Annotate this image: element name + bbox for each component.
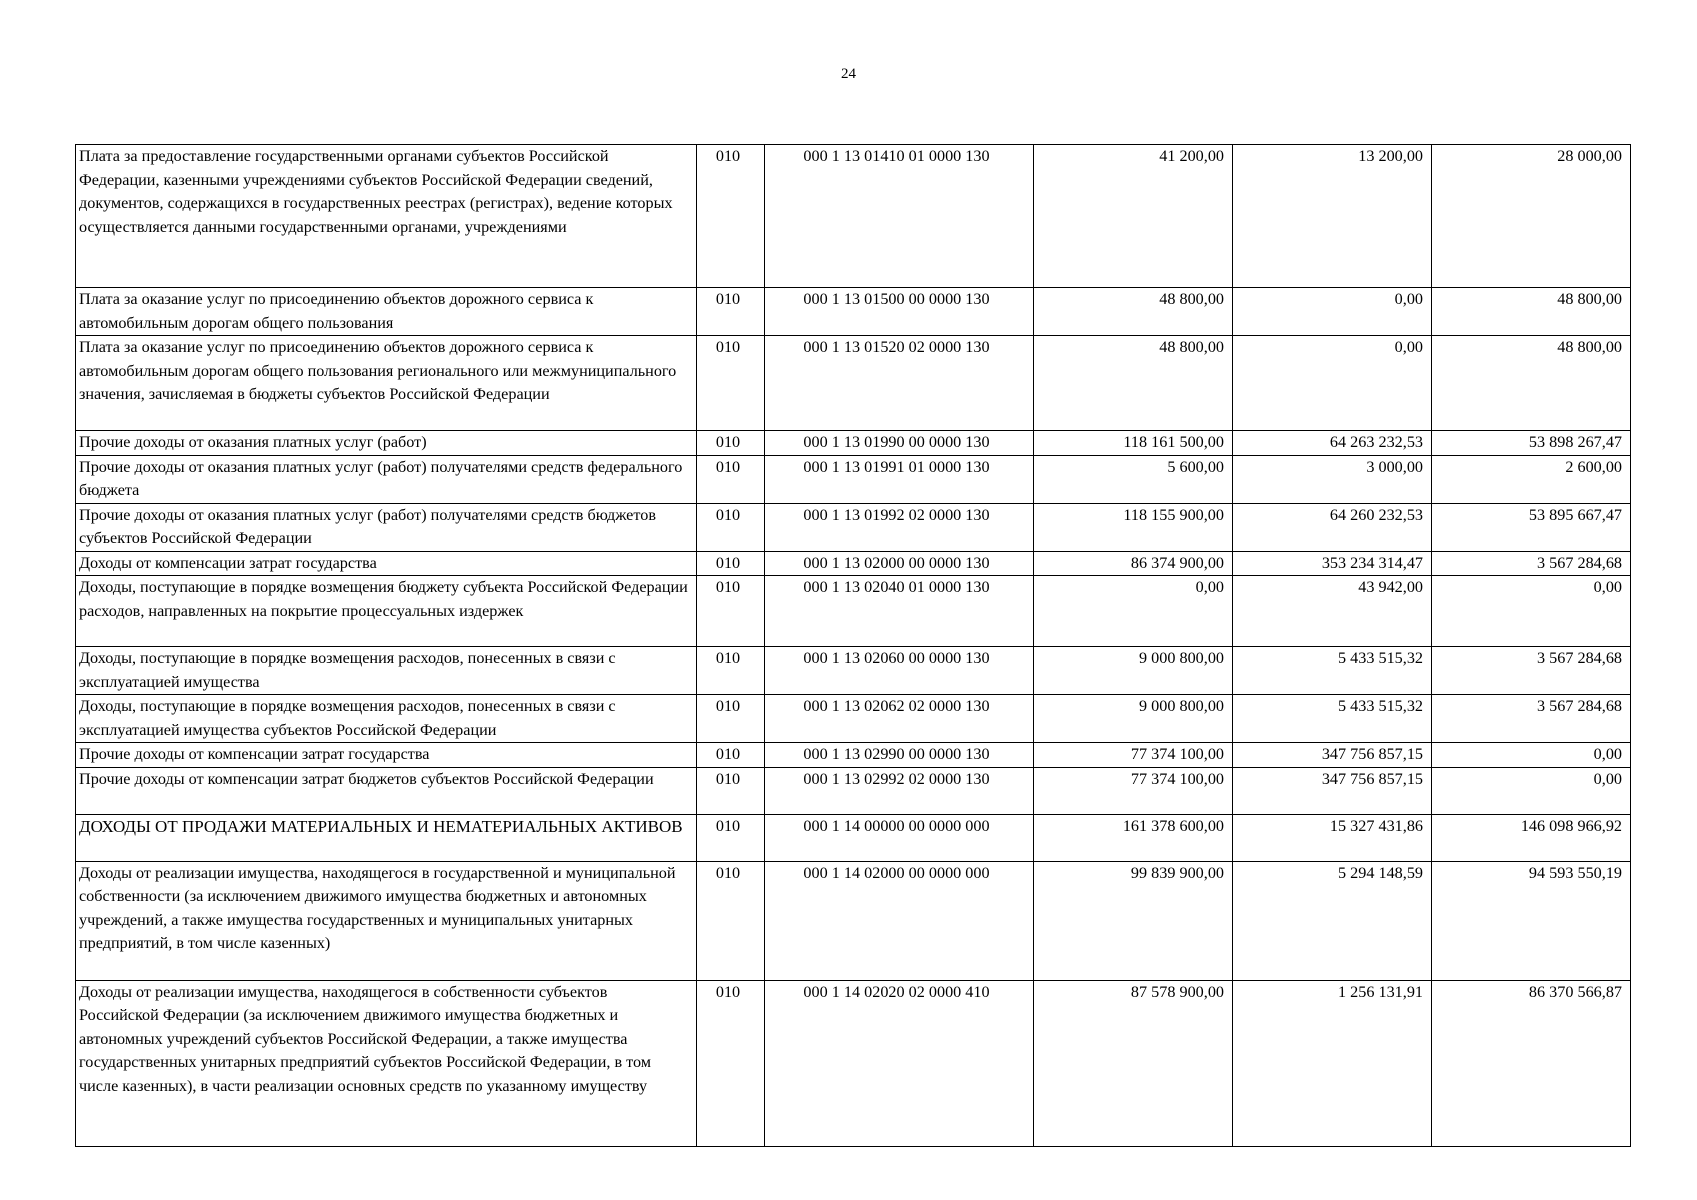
row-executed: 5 433 515,32: [1233, 695, 1432, 743]
table-row: [76, 551, 1631, 576]
row-approved: 77 374 100,00: [1034, 743, 1233, 768]
row-name: Прочие доходы от компенсации затрат бюджетов субъектов Российской Федерации: [76, 767, 697, 814]
row-unexecuted: 48 800,00: [1432, 336, 1631, 431]
row-executed: 0,00: [1233, 336, 1432, 431]
row-name: Прочие доходы от оказания платных услуг (работ): [76, 431, 697, 456]
row-unexecuted: 86 370 566,87: [1432, 980, 1631, 1146]
table-row: [76, 576, 1631, 647]
row-code: 010: [697, 455, 765, 503]
row-unexecuted: 0,00: [1432, 743, 1631, 768]
row-code: 010: [697, 695, 765, 743]
table-row: [76, 980, 1631, 1146]
row-kbk: 000 1 13 01520 02 0000 130: [765, 336, 1034, 431]
row-code: 010: [697, 647, 765, 695]
row-executed: 347 756 857,15: [1233, 767, 1432, 814]
row-approved: 118 155 900,00: [1034, 503, 1233, 551]
row-name: Прочие доходы от оказания платных услуг (работ) получателями средств бюджетов субъектов Российской Федерации: [76, 503, 697, 551]
row-code: 010: [697, 814, 765, 861]
row-unexecuted: 0,00: [1432, 767, 1631, 814]
table-row: [76, 455, 1631, 503]
row-approved: 48 800,00: [1034, 288, 1233, 336]
row-approved: 86 374 900,00: [1034, 551, 1233, 576]
row-kbk: 000 1 14 00000 00 0000 000: [765, 814, 1034, 861]
row-name: Доходы, поступающие в порядке возмещения бюджету субъекта Российской Федерации расходов, направленных на покрытие процессуальных издержек: [76, 576, 697, 647]
row-kbk: 000 1 13 01500 00 0000 130: [765, 288, 1034, 336]
row-approved: 48 800,00: [1034, 336, 1233, 431]
revenue-table: [75, 144, 1631, 1147]
page-number: 24: [841, 66, 856, 82]
row-kbk: 000 1 13 02040 01 0000 130: [765, 576, 1034, 647]
table-row: [76, 743, 1631, 768]
row-unexecuted: 146 098 966,92: [1432, 814, 1631, 861]
row-name: Прочие доходы от компенсации затрат государства: [76, 743, 697, 768]
row-name: Доходы от реализации имущества, находящегося в государственной и муниципальной собственности (за исключением движимого имущества бюджетных и автономных учреждений, а также имущества государственных и муниципальных унитарных предприятий, в том числе казенных): [76, 861, 697, 980]
table-row: [76, 861, 1631, 980]
row-code: 010: [697, 336, 765, 431]
row-name: Плата за предоставление государственными органами субъектов Российской Федерации, казенными учреждениями субъектов Российской Федерации сведений, документов, содержащихся в государственных реестрах (регистрах), ведение которых осуществляется данными государственными органами, учреждениями: [76, 145, 697, 288]
table-row: [76, 336, 1631, 431]
row-executed: 3 000,00: [1233, 455, 1432, 503]
row-code: 010: [697, 743, 765, 768]
row-executed: 0,00: [1233, 288, 1432, 336]
row-unexecuted: 2 600,00: [1432, 455, 1631, 503]
row-kbk: 000 1 13 02062 02 0000 130: [765, 695, 1034, 743]
row-approved: 87 578 900,00: [1034, 980, 1233, 1146]
row-executed: 5 294 148,59: [1233, 861, 1432, 980]
row-name: Доходы, поступающие в порядке возмещения расходов, понесенных в связи с эксплуатацией имущества субъектов Российской Федерации: [76, 695, 697, 743]
row-kbk: 000 1 14 02020 02 0000 410: [765, 980, 1034, 1146]
row-approved: 0,00: [1034, 576, 1233, 647]
row-unexecuted: 94 593 550,19: [1432, 861, 1631, 980]
row-unexecuted: 53 895 667,47: [1432, 503, 1631, 551]
row-code: 010: [697, 767, 765, 814]
row-unexecuted: 28 000,00: [1432, 145, 1631, 288]
row-code: 010: [697, 576, 765, 647]
row-name: Плата за оказание услуг по присоединению объектов дорожного сервиса к автомобильным дорогам общего пользования: [76, 288, 697, 336]
row-approved: 77 374 100,00: [1034, 767, 1233, 814]
row-kbk: 000 1 14 02000 00 0000 000: [765, 861, 1034, 980]
row-kbk: 000 1 13 01410 01 0000 130: [765, 145, 1034, 288]
table-row: [76, 503, 1631, 551]
row-name: Доходы от реализации имущества, находящегося в собственности субъектов Российской Федерации (за исключением движимого имущества бюджетных и автономных учреждений субъектов Российской Федерации, а также имущества государственных унитарных предприятий субъектов Российской Федерации, в том числе казенных), в части реализации основных средств по указанному имуществу: [76, 980, 697, 1146]
row-kbk: 000 1 13 01990 00 0000 130: [765, 431, 1034, 456]
row-name: Плата за оказание услуг по присоединению объектов дорожного сервиса к автомобильным дорогам общего пользования регионального или межмуниципального значения, зачисляемая в бюджеты субъектов Российской Федерации: [76, 336, 697, 431]
row-code: 010: [697, 145, 765, 288]
row-code: 010: [697, 288, 765, 336]
row-code: 010: [697, 551, 765, 576]
row-kbk: 000 1 13 01992 02 0000 130: [765, 503, 1034, 551]
row-name: Доходы, поступающие в порядке возмещения расходов, понесенных в связи с эксплуатацией имущества: [76, 647, 697, 695]
row-kbk: 000 1 13 02990 00 0000 130: [765, 743, 1034, 768]
row-executed: 64 260 232,53: [1233, 503, 1432, 551]
table-row: [76, 288, 1631, 336]
row-code: 010: [697, 861, 765, 980]
table-row: [76, 695, 1631, 743]
row-executed: 15 327 431,86: [1233, 814, 1432, 861]
row-executed: 347 756 857,15: [1233, 743, 1432, 768]
row-approved: 9 000 800,00: [1034, 695, 1233, 743]
row-kbk: 000 1 13 02000 00 0000 130: [765, 551, 1034, 576]
table-row: [76, 431, 1631, 456]
row-executed: 5 433 515,32: [1233, 647, 1432, 695]
row-approved: 118 161 500,00: [1034, 431, 1233, 456]
row-approved: 99 839 900,00: [1034, 861, 1233, 980]
row-unexecuted: 3 567 284,68: [1432, 551, 1631, 576]
row-unexecuted: 3 567 284,68: [1432, 695, 1631, 743]
row-approved: 161 378 600,00: [1034, 814, 1233, 861]
row-unexecuted: 53 898 267,47: [1432, 431, 1631, 456]
row-name: ДОХОДЫ ОТ ПРОДАЖИ МАТЕРИАЛЬНЫХ И НЕМАТЕРИАЛЬНЫХ АКТИВОВ: [76, 814, 697, 861]
row-executed: 13 200,00: [1233, 145, 1432, 288]
row-approved: 5 600,00: [1034, 455, 1233, 503]
row-approved: 41 200,00: [1034, 145, 1233, 288]
table-row: [76, 145, 1631, 288]
row-code: 010: [697, 431, 765, 456]
row-executed: 43 942,00: [1233, 576, 1432, 647]
row-executed: 64 263 232,53: [1233, 431, 1432, 456]
row-kbk: 000 1 13 02992 02 0000 130: [765, 767, 1034, 814]
row-executed: 353 234 314,47: [1233, 551, 1432, 576]
row-code: 010: [697, 503, 765, 551]
row-unexecuted: 3 567 284,68: [1432, 647, 1631, 695]
table-row: [76, 767, 1631, 814]
row-code: 010: [697, 980, 765, 1146]
table-row: [76, 814, 1631, 861]
row-unexecuted: 0,00: [1432, 576, 1631, 647]
row-executed: 1 256 131,91: [1233, 980, 1432, 1146]
row-unexecuted: 48 800,00: [1432, 288, 1631, 336]
row-name: Доходы от компенсации затрат государства: [76, 551, 697, 576]
row-kbk: 000 1 13 02060 00 0000 130: [765, 647, 1034, 695]
row-name: Прочие доходы от оказания платных услуг (работ) получателями средств федерального бюджета: [76, 455, 697, 503]
table-row: [76, 647, 1631, 695]
row-approved: 9 000 800,00: [1034, 647, 1233, 695]
row-kbk: 000 1 13 01991 01 0000 130: [765, 455, 1034, 503]
